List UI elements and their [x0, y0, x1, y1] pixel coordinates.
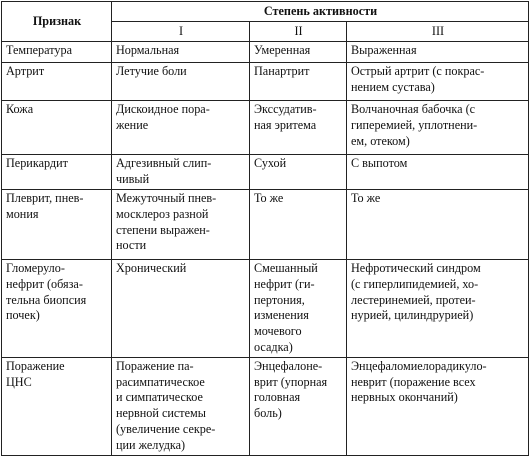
cell-level-3: То же: [347, 190, 529, 260]
header-level-2: II: [250, 22, 347, 42]
row-sign-skin: Кожа: [2, 101, 112, 155]
cell-level-3: Выраженная: [347, 42, 529, 63]
header-level-3: III: [347, 22, 529, 42]
cell-level-1: Адгезивный слип- чивый: [112, 155, 250, 190]
cell-level-3: Энцефаломиелорадикуло- неврит (поражение всех нервных окончаний): [347, 357, 529, 455]
cell-level-2: Умеренная: [250, 42, 347, 63]
table-row: [2, 357, 529, 455]
header-activity-degree: Степень активности: [112, 2, 529, 22]
activity-table: [1, 1, 529, 456]
row-sign-temperature: Температура: [2, 42, 112, 63]
table-row: [2, 190, 529, 260]
row-sign-arthritis: Артрит: [2, 63, 112, 101]
table-row: [2, 101, 529, 155]
header-level-1: I: [112, 22, 250, 42]
table-row: [2, 63, 529, 101]
cell-level-3: С выпотом: [347, 155, 529, 190]
cell-level-1: Летучие боли: [112, 63, 250, 101]
cell-level-3: Нефротический синдром (с гиперлипидемией, хо- лестеринемией, протеи- нурией, цилиндрурией): [347, 260, 529, 358]
cell-level-2: То же: [250, 190, 347, 260]
row-sign-pericarditis: Перикардит: [2, 155, 112, 190]
row-sign-pleurisy: Плеврит, пнев- мония: [2, 190, 112, 260]
cell-level-1: Дискоидное пора- жение: [112, 101, 250, 155]
cell-level-2: Сухой: [250, 155, 347, 190]
cell-level-3: Острый артрит (с покрас- нением сустава): [347, 63, 529, 101]
cell-level-2: Экссудатив- ная эритема: [250, 101, 347, 155]
table-row: [2, 260, 529, 358]
cell-level-2: Смешанный нефрит (ги- пертония, изменения мочевого осадка): [250, 260, 347, 358]
cell-level-2: Панартрит: [250, 63, 347, 101]
row-sign-glomerulonephritis: Гломеруло- нефрит (обяза- тельна биопсия почек): [2, 260, 112, 358]
cell-level-1: Нормальная: [112, 42, 250, 63]
table-row: [2, 155, 529, 190]
table-row: [2, 42, 529, 63]
cell-level-1: Межуточный пнев- москлероз разной степени выражен- ности: [112, 190, 250, 260]
cell-level-1: Поражение па- расимпатическое и симпатическое нервной системы (увеличение секре- ции желудка): [112, 357, 250, 455]
header-sign: Признак: [2, 2, 112, 42]
cell-level-3: Волчаночная бабочка (с гиперемией, уплотнени- ем, отеком): [347, 101, 529, 155]
cell-level-1: Хронический: [112, 260, 250, 358]
cell-level-2: Энцефалоне- врит (упорная головная боль): [250, 357, 347, 455]
row-sign-cns: Поражение ЦНС: [2, 357, 112, 455]
